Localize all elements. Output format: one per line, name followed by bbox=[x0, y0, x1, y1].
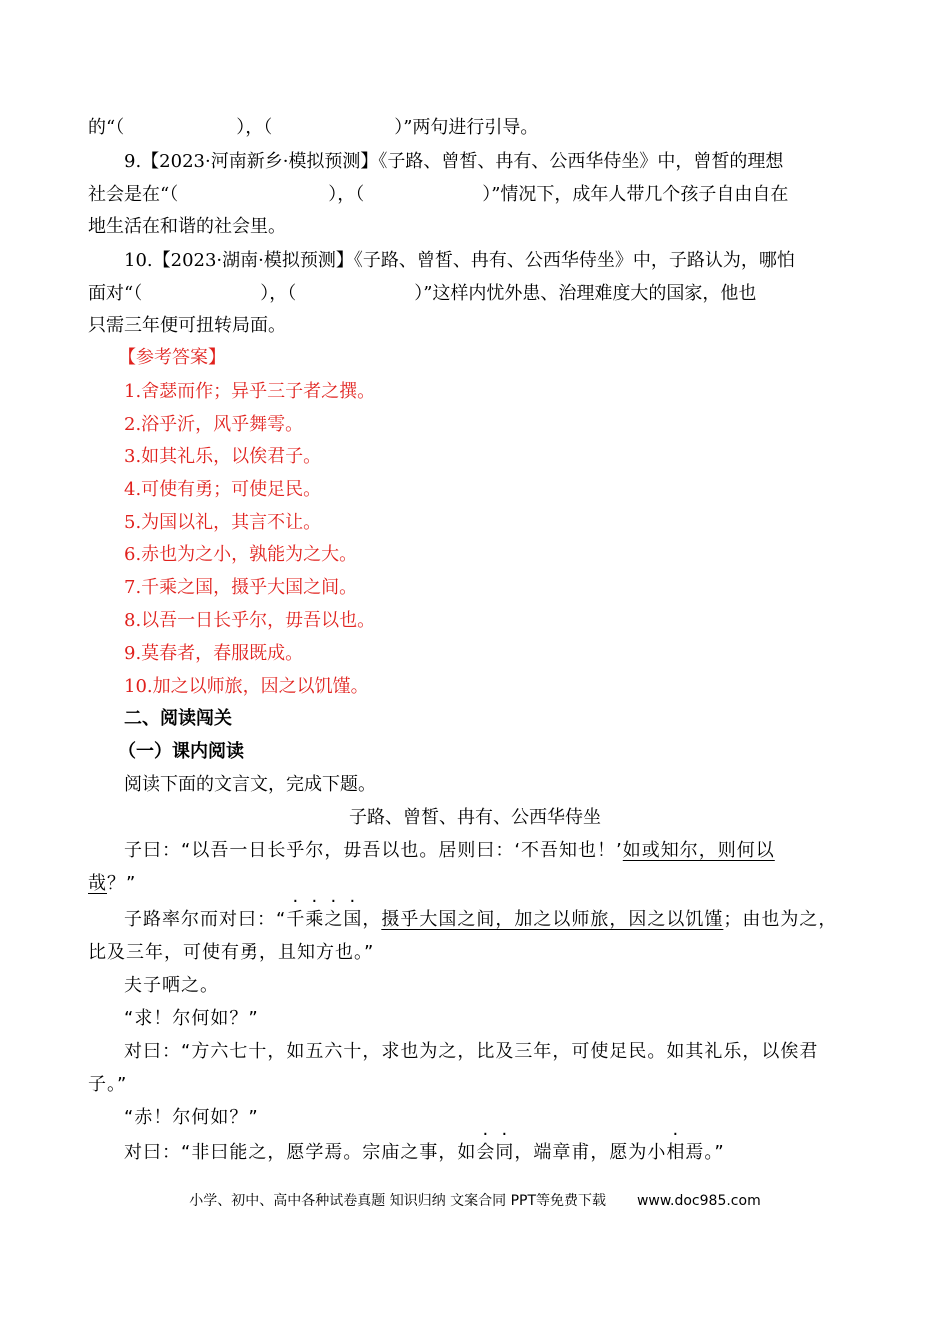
passage-text: 对曰：“非曰能之，愿学焉。宗庙之事，如 bbox=[124, 1142, 477, 1163]
emphasis-dot-char: 相 bbox=[666, 1142, 686, 1163]
page-footer bbox=[0, 1190, 950, 1210]
section-title: 二、阅读闯关 bbox=[124, 708, 232, 729]
passage-paragraph-5: 对曰：“方六七十，如五六十，求也为之，比及三年，可使足民。如其礼乐，以俟君 bbox=[124, 1041, 819, 1062]
passage-paragraph-4: “求！尔何如？” bbox=[124, 1008, 259, 1029]
answer-item: 7.千乘之国，摄乎大国之间。 bbox=[124, 577, 358, 598]
answer-item: 9.莫春者，春服既成。 bbox=[124, 643, 304, 664]
passage-text: 焉。” bbox=[685, 1142, 725, 1163]
answer-item: 2.浴乎沂，风乎舞雩。 bbox=[124, 414, 304, 435]
underlined-text: 如或知尔，则何以 bbox=[622, 840, 775, 861]
question-10-line3: 只需三年便可扭转局面。 bbox=[88, 315, 286, 336]
question-9-line1: 9.【2023·河南新乡·模拟预测】《子路、曾皙、冉有、公西华侍坐》中，曾皙的理想 bbox=[124, 151, 784, 172]
passage-title: 子路、曾皙、冉有、公西华侍坐 bbox=[349, 807, 601, 828]
underlined-text: 哉 bbox=[88, 873, 107, 894]
emphasis-dot-char: 国 bbox=[343, 909, 363, 930]
answer-item: 4.可使有勇；可使足民。 bbox=[124, 479, 322, 500]
emphasis-dot-char: 千 bbox=[286, 909, 306, 930]
passage-text: 子曰：“以吾一日长乎尔，毋吾以也。居则曰：‘不吾知也！’ bbox=[124, 840, 623, 861]
answers-heading: 【参考答案】 bbox=[118, 347, 226, 368]
question-text: 的“（ bbox=[88, 117, 125, 138]
answer-item: 10.加之以师旅，因之以饥馑。 bbox=[124, 676, 369, 697]
question-text: ）”情况下，成年人带几个孩子自由自在 bbox=[482, 184, 789, 205]
passage-text: ， bbox=[362, 909, 382, 930]
passage-paragraph-6: “赤！尔何如？” bbox=[124, 1107, 259, 1128]
passage-text: ；由也为之， bbox=[723, 909, 838, 930]
question-text: 面对“（ bbox=[88, 283, 143, 304]
footer-text: 小学、初中、高中各种试卷真题 知识归纳 文案合同 PPT等免费下载 bbox=[189, 1193, 607, 1209]
question-10-line1: 10.【2023·湖南·模拟预测】《子路、曾皙、冉有、公西华侍坐》中，子路认为，哪怕 bbox=[124, 250, 795, 271]
question-text: ），（ bbox=[260, 283, 297, 304]
question-10-line2 bbox=[88, 282, 756, 306]
passage-text: ，端章甫，愿为小 bbox=[514, 1142, 667, 1163]
passage-paragraph-7 bbox=[124, 1141, 725, 1165]
emphasis-dot-char: 会 bbox=[476, 1142, 496, 1163]
section-subtitle: （一）课内阅读 bbox=[118, 741, 244, 762]
reading-instruction: 阅读下面的文言文，完成下题。 bbox=[124, 774, 376, 795]
question-text: ）”这样内忧外患、治理难度大的国家，他也 bbox=[414, 283, 757, 304]
emphasis-dot-char: 之 bbox=[324, 909, 344, 930]
question-8-tail bbox=[88, 116, 538, 140]
footer-link[interactable]: www.doc985.com bbox=[636, 1193, 761, 1209]
answer-item: 6.赤也为之小，孰能为之大。 bbox=[124, 544, 358, 565]
passage-paragraph-3: 夫子哂之。 bbox=[124, 975, 219, 996]
emphasis-dot-char: 同 bbox=[495, 1142, 515, 1163]
question-9-line3: 地生活在和谐的社会里。 bbox=[88, 216, 286, 237]
question-text: 社会是在“（ bbox=[88, 184, 179, 205]
question-text: ）”两句进行引导。 bbox=[394, 117, 539, 138]
question-9-line2 bbox=[88, 183, 788, 207]
passage-paragraph-2-cont: 比及三年，可使有勇，且知方也。” bbox=[88, 942, 375, 963]
passage-text: ？” bbox=[107, 873, 137, 894]
passage-paragraph-5-cont: 子。” bbox=[88, 1074, 128, 1095]
passage-paragraph-1 bbox=[124, 839, 775, 863]
answer-item: 3.如其礼乐，以俟君子。 bbox=[124, 446, 322, 467]
passage-paragraph-2 bbox=[124, 908, 837, 932]
answer-item: 1.舍瑟而作；异乎三子者之撰。 bbox=[124, 381, 376, 402]
question-text: ），（ bbox=[236, 117, 273, 138]
answer-item: 5.为国以礼，其言不让。 bbox=[124, 512, 322, 533]
answer-item: 8.以吾一日长乎尔，毋吾以也。 bbox=[124, 610, 376, 631]
emphasis-dot-char: 乘 bbox=[305, 909, 325, 930]
question-text: ），（ bbox=[328, 184, 365, 205]
passage-paragraph-1-cont bbox=[88, 872, 136, 896]
underlined-text: 摄乎大国之间，加之以师旅，因之以饥馑 bbox=[381, 909, 724, 930]
passage-text: 子路率尔而对曰：“ bbox=[124, 909, 287, 930]
